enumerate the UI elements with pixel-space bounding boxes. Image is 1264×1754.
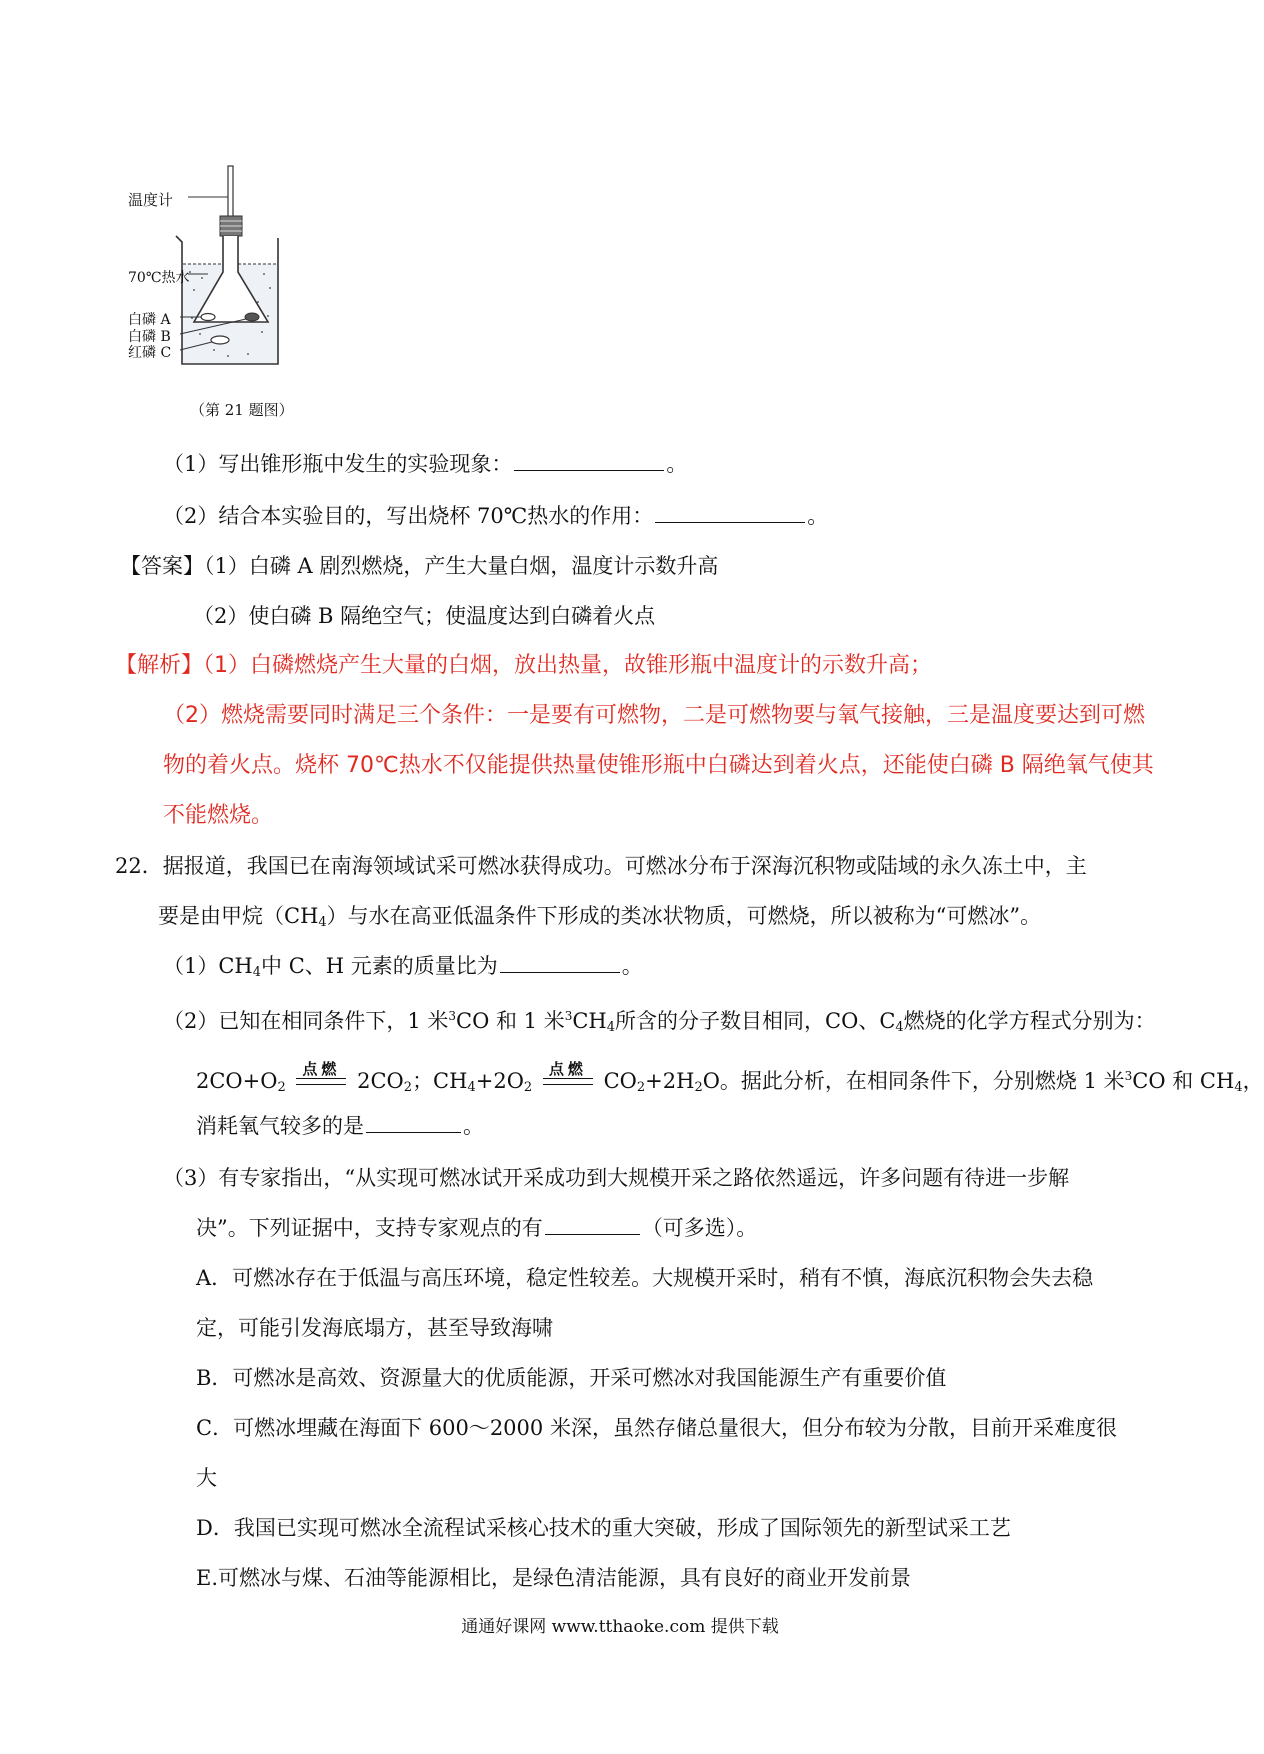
answer-blank[interactable] [500, 952, 620, 973]
q22-equations: $2CO+O_2$ 点燃 $2CO_2$；$CH_4+2O_2$ 点燃 $CO_2+2H_2O$。据此分析，在相同条件下，分别燃烧 1 米$^3$CO 和 $CH_4$， [196, 1060, 1264, 1095]
q21-analysis2: （2）燃烧需要同时满足三个条件：一是要有可燃物，二是可燃物要与氧气接触，三是温度要达到可燃 [163, 703, 1146, 728]
option-e: E.可燃冰与煤、石油等能源相比，是绿色清洁能源，具有良好的商业开发前景 [196, 1566, 912, 1590]
q21-answer1: 【答案】（1）白磷 A 剧烈燃烧，产生大量白烟，温度计示数升高 [120, 554, 719, 578]
q22-part1: $(1)CH_4$中 C、H 元素的质量比为 。 [163, 954, 643, 980]
answer-blank[interactable] [366, 1112, 461, 1133]
q21-part2: （2）结合本实验目的，写出烧杯 70℃热水的作用： 。 [163, 504, 829, 528]
footer-text: 通通好课网 www.tthaoke.com 提供下载 [461, 1617, 779, 1637]
label-thermometer: 温度计 [128, 191, 174, 209]
q21-answer2: （2）使白磷 B 隔绝空气；使温度达到白磷着火点 [193, 604, 656, 628]
q22-stem1: 22．据报道，我国已在南海领域试采可燃冰获得成功。可燃冰分布于深海沉积物或陆域的永久冻土中，主 [115, 854, 1087, 878]
q21-analysis1: 【解析】（1）白磷燃烧产生大量的白烟，放出热量，故锥形瓶中温度计的示数升高； [115, 653, 933, 678]
q21-part1: （1）写出锥形瓶中发生的实验现象： 。 [163, 452, 688, 476]
answer-blank[interactable] [655, 502, 805, 523]
q22-part3-cont: 决”。下列证据中，支持专家观点的有 （可多选）。 [196, 1216, 758, 1240]
q22-stem2: 要是由甲烷$(CH_4)$与水在高亚低温条件下形成的类冰状物质，可燃烧，所以被称为“可燃冰”。 [158, 904, 1042, 930]
q21-analysis3: 物的着火点。烧杯 70℃热水不仅能提供热量使锥形瓶中白磷达到着火点，还能使白磷 B 隔绝氧气使其 [163, 753, 1154, 778]
q22-part2: （2）已知在相同条件下，1 米$^3$CO 和 1 米$^3CH_4$所含的分子数目相同，CO、$C_4$燃烧的化学方程式分别为： [163, 1009, 1156, 1035]
option-d: D．我国已实现可燃冰全流程试采核心技术的重大突破，形成了国际领先的新型试采工艺 [196, 1516, 1011, 1540]
option-b: B．可燃冰是高效、资源量大的优质能源，开采可燃冰对我国能源生产有重要价值 [196, 1366, 947, 1390]
label-red-phosphorus-c: 红磷 C [128, 345, 172, 361]
figure-caption: （第 21 题图） [190, 401, 294, 419]
label-hot-water: 70℃热水 [128, 270, 190, 286]
label-white-phosphorus-b: 白磷 B [128, 329, 171, 345]
reaction-condition: 点燃 [543, 1061, 593, 1085]
option-c-cont: 大 [196, 1466, 217, 1490]
reaction-condition: 点燃 [296, 1061, 346, 1085]
answer-blank[interactable] [514, 450, 664, 471]
q21-analysis4: 不能燃烧。 [163, 803, 274, 828]
answer-blank[interactable] [545, 1214, 640, 1235]
label-white-phosphorus-a: 白磷 A [128, 312, 171, 328]
option-c: C．可燃冰埋藏在海面下 600～2000 米深，虽然存储总量很大，但分布较为分散，目前开采难度很 [196, 1416, 1117, 1440]
q22-part2-tail: 消耗氧气较多的是 。 [196, 1114, 484, 1138]
q22-part3: （3）有专家指出，“从实现可燃冰试开采成功到大规模开采之路依然遥远，许多问题有待进一步解 [163, 1166, 1070, 1190]
option-a-cont: 定，可能引发海底塌方，甚至导致海啸 [196, 1316, 553, 1340]
option-a: A．可燃冰存在于低温与高压环境，稳定性较差。大规模开采时，稍有不慎，海底沉积物会失去稳 [196, 1266, 1094, 1290]
